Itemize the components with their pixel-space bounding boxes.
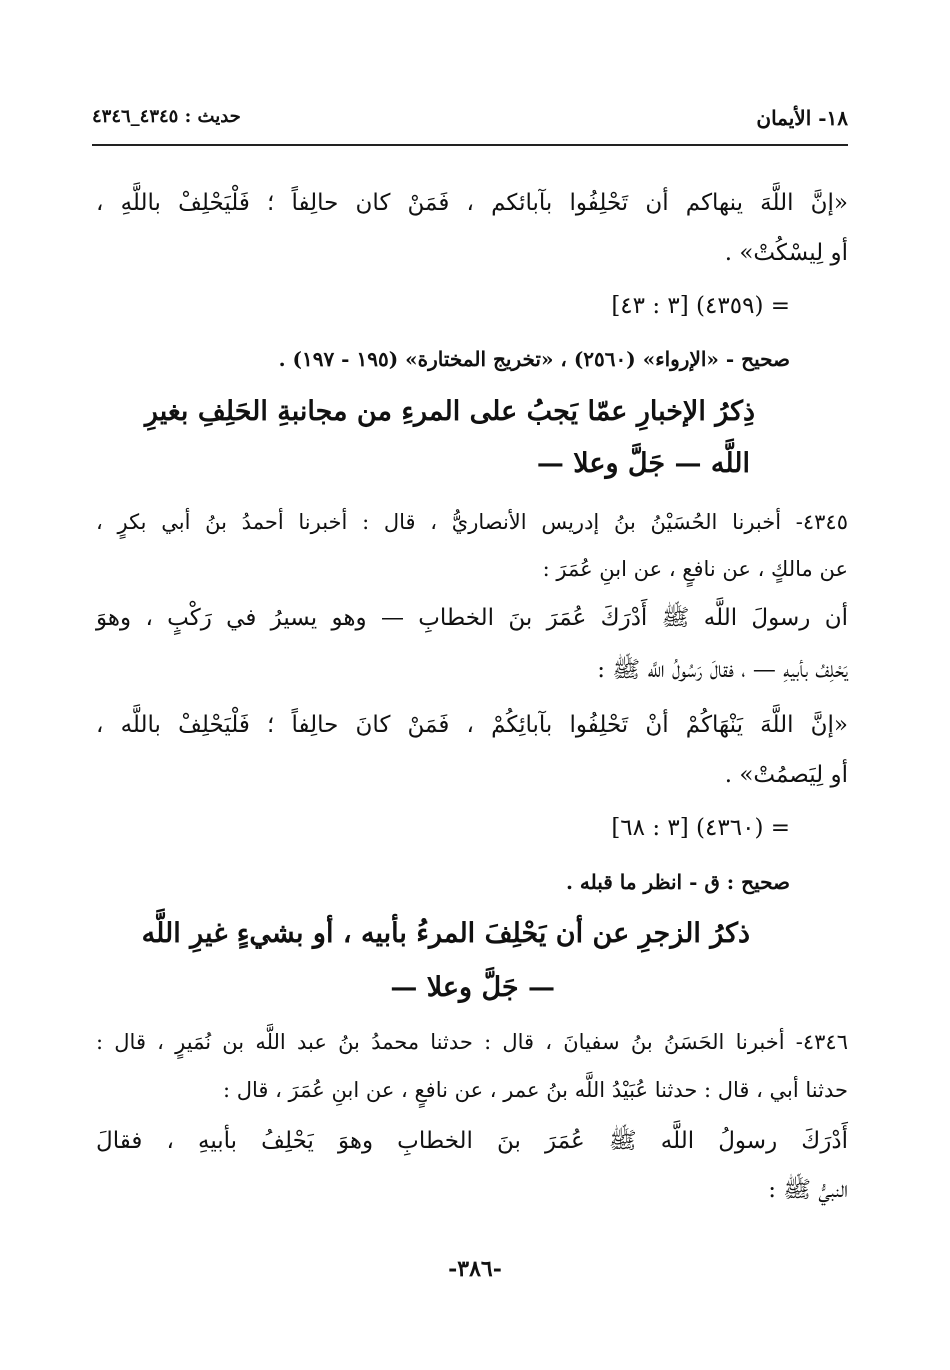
hadith-text: يَحْلِفُ بأبيهِ — ، فقالَ رَسُولُ اللَّه ﷺ : [597,657,848,683]
grading: صحيح : ق - انظر ما قبله . [565,870,790,894]
hadith-isnad: ٤٣٤٦- أخبرنا الحَسَنُ بنُ سفيانَ ، قال : حدثنا محمدُ بنُ عبد اللَّه بن نُمَيرٍ ، قال : [96,1030,848,1054]
hadith-isnad: ٤٣٤٥- أخبرنا الحُسَيْنُ بنُ إدريس الأنصاريُّ ، قال : أخبرنا أحمدُ بنُ أبي بكرٍ ، [96,510,848,534]
hadith-text: النبيُّ ﷺ : [768,1177,848,1203]
section-heading: ذكرُ الزجرِ عن أن يَحْلِفَ المرءُ بأبيه ، أو بشيءٍ غيرِ اللَّه [141,918,750,949]
hadith-isnad: عن مالكٍ ، عن نافعٍ ، عن ابنِ عُمَرَ : [542,557,848,581]
header-rule [92,144,848,146]
page-header [92,100,848,140]
hadith-text: أو لِيَصمُتْ» . [724,762,848,788]
hadith-range: حديث : ٤٣٤٥_٤٣٤٦ [92,106,241,127]
grading: صحيح - «الإرواء» (٢٥٦٠) ، «تخريج المختارة» (١٩٥ - ١٩٧) . [278,347,790,371]
cross-reference: = (٤٣٥٩) [٣ : ٤٣] [611,293,790,319]
hadith-text: أن رسولَ اللَّه ﷺ أَدْرَكَ عُمَرَ بنَ الخطابِ — وهو يسيرُ في رَكْبٍ ، وهوَ [96,605,848,631]
hadith-isnad: حدثنا أبي ، قال : حدثنا عُبَيْدُ اللَّه بنُ عمر ، عن نافعٍ ، عن ابنِ عُمَرَ ، قال : [222,1078,848,1102]
chapter-title: ١٨- الأيمان [756,106,848,130]
hadith-text: «إنَّ اللَّهَ يَنْهَاكُمْ أنْ تَحْلِفُوا بآبائِكُمْ ، فَمَنْ كانَ حالِفاً ؛ فَلْيَحْلِفْ باللَّه ، [96,712,848,738]
page-number: -٣٨٦- [448,1256,502,1282]
section-heading: — جَلَّ وعلا — [390,972,555,1003]
section-heading: ذِكرُ الإخبارِ عمّا يَجبُ على المرءِ من مجانبةِ الحَلِفِ بغيرِ [144,396,755,427]
cross-reference: = (٤٣٦٠) [٣ : ٦٨] [611,815,790,841]
text-line: «إنَّ اللَّهَ ينهاكم أن تَحْلِفُوا بآبائكم ، فَمَنْ كان حالِفاً ؛ فَلْيَحْلِفْ باللَّهِ ، [96,190,848,216]
text-line: أو لِيسْكُتْ» . [724,240,848,266]
hadith-text: أَدْرَكَ رسولُ اللَّه ﷺ عُمَرَ بنَ الخطابِ وهوَ يَحْلِفُ بأبيهِ ، فقالَ [96,1128,848,1154]
section-heading: اللَّه — جَلَّ وعلا — [536,448,750,479]
